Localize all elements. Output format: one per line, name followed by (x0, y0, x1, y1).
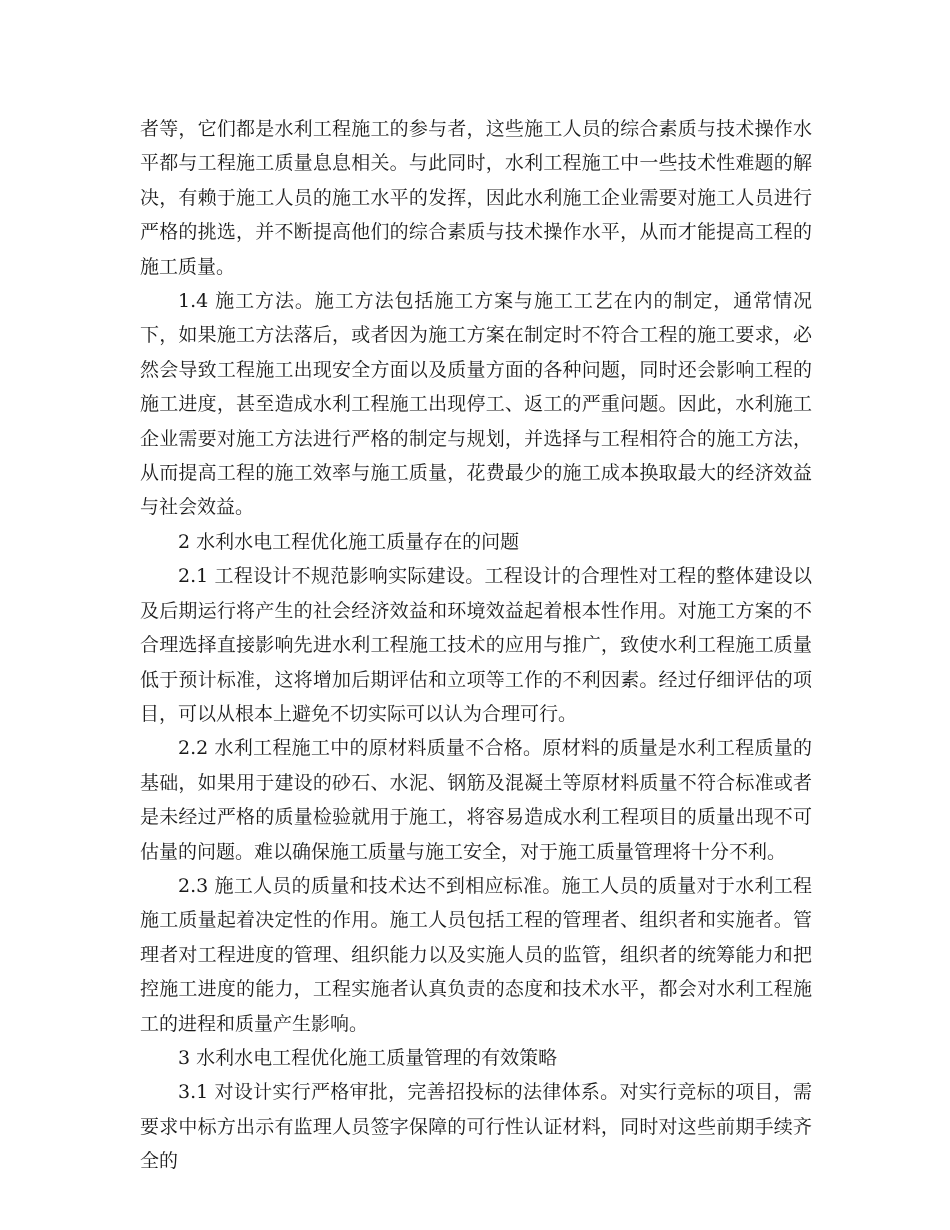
section-heading-strategies: 3 水利水电工程优化施工质量管理的有效策略 (178, 1046, 558, 1069)
paragraph-design-approval: 3.1 对设计实行严格审批，完善招投标的法律体系。对实行竞标的项目，需要求中标方出示有监理人员签字保障的可行性认证材料，同时对这些前期手续齐全的 (140, 1081, 812, 1173)
section-heading-problems: 2 水利水电工程优化施工质量存在的问题 (178, 530, 520, 553)
paragraph-design-issues: 2.1 工程设计不规范影响实际建设。工程设计的合理性对工程的整体建设以及后期运行将产生的社会经济效益和环境效益起着根本性作用。对施工方案的不合理选择直接影响先进水利工程施工技术的应用与推广，致使水利工程施工质量低于预计标准，这将增加后期评估和立项等工作的不利因素。经过仔细评估的项目，可以从根本上避免不切实际可以认为合理可行。 (140, 565, 812, 725)
paragraph-personnel-quality: 2.3 施工人员的质量和技术达不到相应标准。施工人员的质量对于水利工程施工质量起着决定性的作用。施工人员包括工程的管理者、组织者和实施者。管理者对工程进度的管理、组织能力以及实施人员的监管，组织者的统筹能力和把控施工进度的能力，工程实施者认真负责的态度和技术水平，都会对水利工程施工的进程和质量产生影响。 (140, 874, 812, 1035)
paragraph-material-quality: 2.2 水利工程施工中的原材料质量不合格。原材料的质量是水利工程质量的基础，如果用于建设的砂石、水泥、钢筋及混凝土等原材料质量不符合标准或者是未经过严格的质量检验就用于施工，将容易造成水利工程项目的质量出现不可估量的问题。难以确保施工质量与施工安全，对于施工质量管理将十分不利。 (140, 737, 812, 863)
paragraph-construction-method: 1.4 施工方法。施工方法包括施工方案与施工工艺在内的制定，通常情况下，如果施工方法落后，或者因为施工方案在制定时不符合工程的施工要求，必然会导致工程施工出现安全方面以及质量方面的各种问题，同时还会影响工程的施工进度，甚至造成水利工程施工出现停工、返工的严重问题。因此，水利施工企业需要对施工方法进行严格的制定与规划，并选择与工程相符合的施工方法，从而提高工程的施工效率与施工质量，花费最少的施工成本换取最大的经济效益与社会效益。 (140, 290, 812, 519)
paragraph-continuation: 者等，它们都是水利工程施工的参与者，这些施工人员的综合素质与技术操作水平都与工程施工质量息息相关。与此同时，水利工程施工中一些技术性难题的解决，有赖于施工人员的施工水平的发挥，因此水利施工企业需要对施工人员进行严格的挑选，并不断提高他们的综合素质与技术操作水平，从而才能提高工程的施工质量。 (140, 118, 812, 278)
document-body (140, 112, 812, 1179)
